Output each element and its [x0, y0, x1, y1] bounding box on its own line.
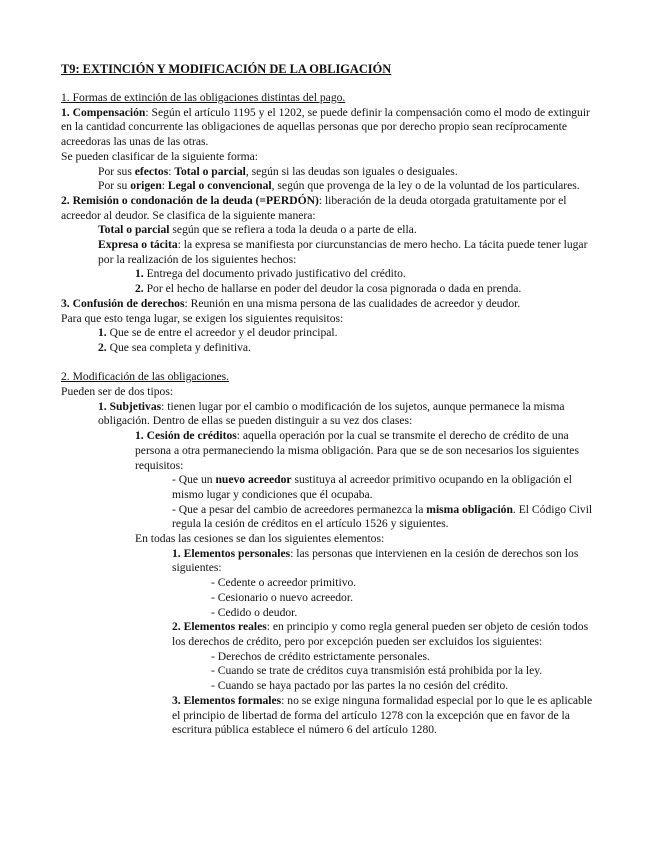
- hecho-2-text: Por el hecho de hallarse en poder del deudor la cosa pignorada o dada en prenda.: [143, 282, 522, 296]
- confusion-paragraph: [61, 297, 601, 312]
- por-efectos-b1: efectos: [134, 164, 169, 178]
- formales-text: : no se exige ninguna formalidad especial por lo que le es aplicable el principio de libertad de forma del artículo 1278 con la excepción que en favor de la escritura pública establece el número 6 del artículo 1280.: [172, 693, 593, 737]
- total-parcial-line: [61, 223, 601, 238]
- por-origen-t3: , según que provenga de la ley o de la voluntad de los particulares.: [271, 179, 580, 193]
- hecho-1-num: 1.: [135, 267, 144, 281]
- por-origen-b2: Legal o convencional: [167, 179, 272, 193]
- hecho-2-num: 2.: [135, 282, 144, 296]
- cesion-req-2: [61, 503, 601, 532]
- section2-intro: Pueden ser de dos tipos:: [61, 385, 174, 399]
- expresa-line: [61, 238, 601, 267]
- reales-label: 2. Elementos reales: [172, 620, 267, 634]
- list-item: - Cedente o acreedor primitivo.: [211, 576, 357, 590]
- req2-t1: - Que a pesar del cambio de acreedores permanezca la: [172, 502, 427, 516]
- spacer: [61, 356, 601, 371]
- por-efectos-t1: Por sus: [98, 164, 135, 178]
- por-efectos-b2: Total o parcial: [174, 164, 246, 178]
- clasif-intro: Se pueden clasificar de la siguiente forma:: [61, 149, 259, 163]
- req2-t2: . El Código Civil regula la cesión de créditos en el artículo 1526 y siguientes.: [172, 502, 593, 531]
- personales-text: : las personas que intervienen en la cesión de derechos son los siguientes:: [172, 546, 579, 575]
- elementos-intro: En todas las cesiones se dan los siguientes elementos:: [135, 532, 385, 546]
- req-1-num: 1.: [98, 326, 107, 340]
- por-origen-t1: Por su: [98, 179, 131, 193]
- remision-label: 2. Remisión o condonación de la deuda (=PERDÓN): [61, 193, 319, 207]
- compensacion-text: : Según el artículo 1195 y el 1202, se puede definir la compensación como el modo de extinguir en la cantidad concurrente las obligaciones de aquellas personas que por derecho propio sean recíprocamente acreedoras las unas de las otras.: [61, 105, 590, 149]
- req-2-text: Que sea completa y definitiva.: [106, 340, 251, 354]
- subjetivas-paragraph: [61, 400, 601, 429]
- req1-t2: sustituya al acreedor primitivo ocupando en la obligación el mismo lugar y condiciones que él ocupaba.: [172, 473, 572, 501]
- confusion-label: 3. Confusión de derechos: [61, 296, 185, 310]
- reales-paragraph: [61, 620, 601, 649]
- list-item: [61, 326, 601, 341]
- formales-label: 3. Elementos formales: [172, 693, 282, 707]
- confusion-text: : Reunión en una misma persona de las cualidades de acreedor y deudor.: [184, 296, 521, 310]
- req1-b: nuevo acreedor: [215, 473, 292, 487]
- reales-text: : en principio y como regla general pueden ser objeto de cesión todos los derechos de crédito, pero por excepción pueden ser excluidos los siguientes:: [172, 620, 589, 648]
- por-origen-b1: origen: [130, 179, 162, 193]
- cesion-paragraph: [61, 429, 601, 473]
- formales-paragraph: [61, 694, 601, 738]
- compensacion-paragraph: [61, 106, 601, 150]
- list-item: - Cuando se trate de créditos cuya transmisión está prohibida por la ley.: [211, 664, 543, 678]
- req1-t1: - Que un: [172, 473, 216, 487]
- por-efectos-t3: , según si las deudas son iguales o desiguales.: [245, 164, 458, 178]
- list-item: [61, 267, 601, 282]
- personales-label: 1. Elementos personales: [172, 546, 291, 560]
- list-item: [61, 341, 601, 356]
- req-2-num: 2.: [98, 340, 107, 354]
- personales-paragraph: [61, 547, 601, 576]
- req-1-text: Que se de entre el acreedor y el deudor principal.: [106, 326, 338, 340]
- remision-text: : liberación de la deuda otorgada gratuitamente por el acreedor al deudor. Se clasifica de la siguiente manera:: [61, 193, 567, 222]
- list-item: - Cedido o deudor.: [211, 605, 298, 619]
- subjetivas-text: : tienen lugar por el cambio o modificación de los sujetos, aunque permanece la misma obligación. Dentro de ellas se pueden distinguir a su vez dos clases:: [98, 399, 565, 428]
- req2-b: misma obligación: [426, 502, 513, 516]
- compensacion-label: 1. Compensación: [61, 105, 146, 119]
- list-item: [61, 282, 601, 297]
- expresa-t: : la expresa se manifiesta por ciurcunstancias de mero hecho. La tácita puede tener lugar por la realización de los siguientes hechos:: [98, 238, 588, 266]
- cesion-req-1: [61, 473, 601, 502]
- section1-heading: 1. Formas de extinción de las obligaciones distintas del pago.: [61, 91, 346, 104]
- list-item: - Cuando se haya pactado por las partes la no cesión del crédito.: [211, 679, 509, 693]
- section2-heading: 2. Modificación de las obligaciones.: [61, 370, 230, 384]
- por-efectos-line: [61, 165, 601, 180]
- list-item: - Derechos de crédito estrictamente personales.: [211, 649, 430, 663]
- cesion-text: : aquella operación por la cual se transmite el derecho de crédito de una persona a otra permaneciendo la misma obligación. Para que se de son necesarios los siguientes requisitos:: [135, 429, 579, 472]
- subjetivas-label: 1. Subjetivas: [98, 399, 162, 413]
- expresa-b: Expresa o tácita: [98, 238, 178, 252]
- list-item: - Cesionario o nuevo acreedor.: [211, 590, 353, 604]
- total-parcial-t: según que se refiera a toda la deuda o a parte de ella.: [169, 223, 417, 237]
- cesion-label: 1. Cesión de créditos: [135, 429, 237, 443]
- document-body: [61, 91, 601, 738]
- remision-paragraph: [61, 194, 601, 223]
- por-efectos-t2: :: [168, 164, 175, 178]
- por-origen-line: [61, 179, 601, 194]
- page-title: T9: EXTINCIÓN Y MODIFICACIÓN DE LA OBLIGACIÓN: [61, 62, 392, 76]
- hecho-1-text: Entrega del documento privado justificativo del crédito.: [143, 267, 406, 281]
- confusion-intro: Para que esto tenga lugar, se exigen los siguientes requisitos:: [61, 311, 344, 325]
- por-origen-t2: :: [161, 179, 168, 193]
- total-parcial-b: Total o parcial: [98, 223, 170, 237]
